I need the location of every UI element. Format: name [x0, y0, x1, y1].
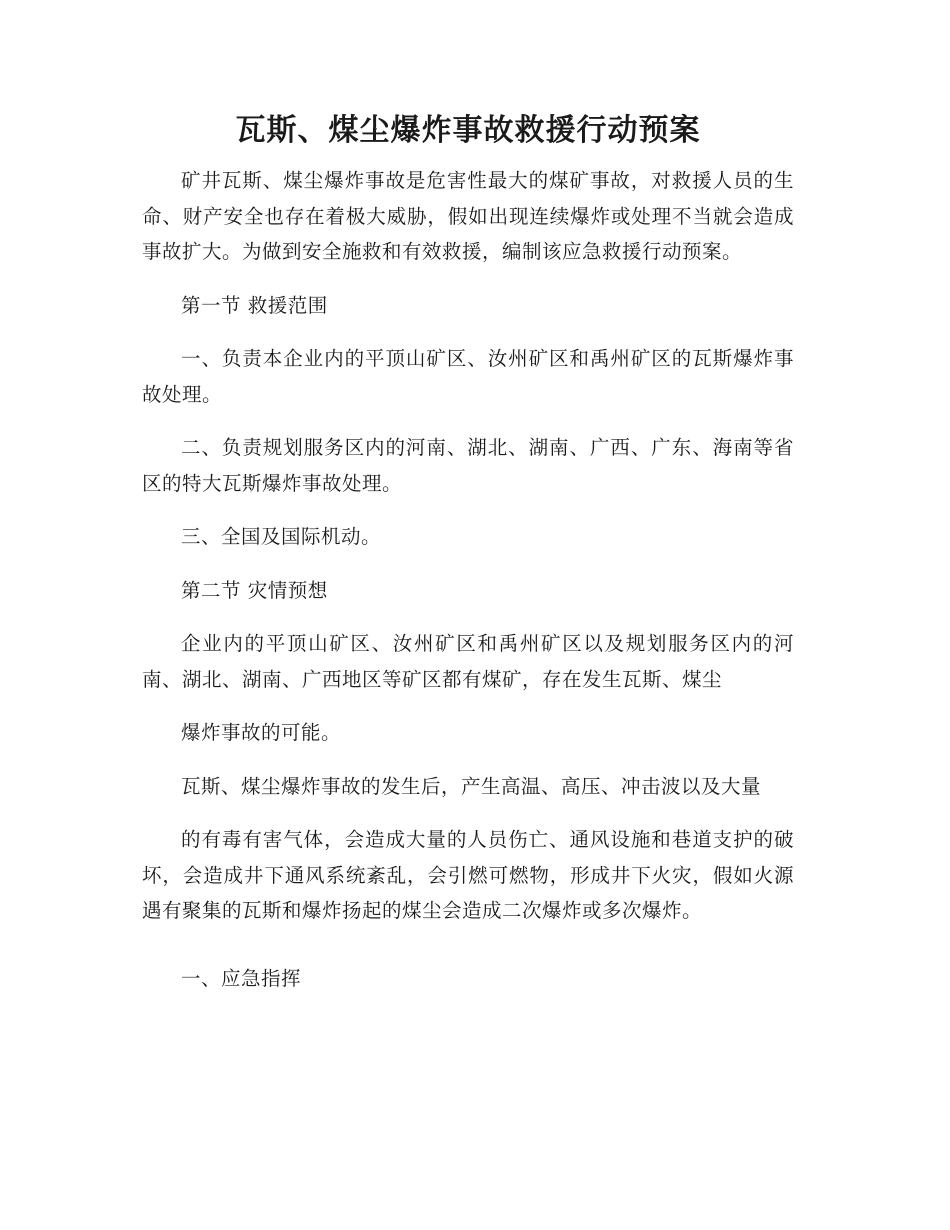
scope-item-1: 一、负责本企业内的平顶山矿区、汝州矿区和禹州矿区的瓦斯爆炸事故处理。: [142, 347, 794, 406]
section-heading-scope: 第一节 救援范围: [181, 293, 328, 317]
intro-paragraph: 矿井瓦斯、煤尘爆炸事故是危害性最大的煤矿事故，对救援人员的生命、财产安全也存在着极大威胁，假如出现连续爆炸或处理不当就会造成事故扩大。为做到安全施救和有效救援，编制该应急救援行动预案。: [142, 169, 794, 263]
section-heading-disaster: 第二节 灾情预想: [181, 578, 328, 602]
disaster-paragraph-2: 瓦斯、煤尘爆炸事故的发生后，产生高温、高压、冲击波以及大量: [181, 774, 762, 798]
section-heading-command: 一、应急指挥: [181, 966, 302, 990]
disaster-paragraph-3: 的有毒有害气体，会造成大量的人员伤亡、通风设施和巷道支护的破坏，会造成井下通风系统紊乱，会引燃可燃物，形成井下火灾，假如火源遇有聚集的瓦斯和爆炸扬起的煤尘会造成二次爆炸或多次爆炸。: [142, 828, 794, 922]
disaster-paragraph-1-continued: 爆炸事故的可能。: [181, 721, 342, 744]
document-title: 瓦斯、煤尘爆炸事故救援行动预案: [235, 113, 701, 148]
scope-item-3: 三、全国及国际机动。: [181, 525, 382, 548]
disaster-paragraph-1: 企业内的平顶山矿区、汝州矿区和禹州矿区以及规划服务区内的河南、湖北、湖南、广西地区等矿区都有煤矿，存在发生瓦斯、煤尘: [142, 632, 794, 691]
document-page: [142, 105, 794, 996]
scope-item-2: 二、负责规划服务区内的河南、湖北、湖南、广西、广东、海南等省区的特大瓦斯爆炸事故处理。: [142, 436, 794, 495]
